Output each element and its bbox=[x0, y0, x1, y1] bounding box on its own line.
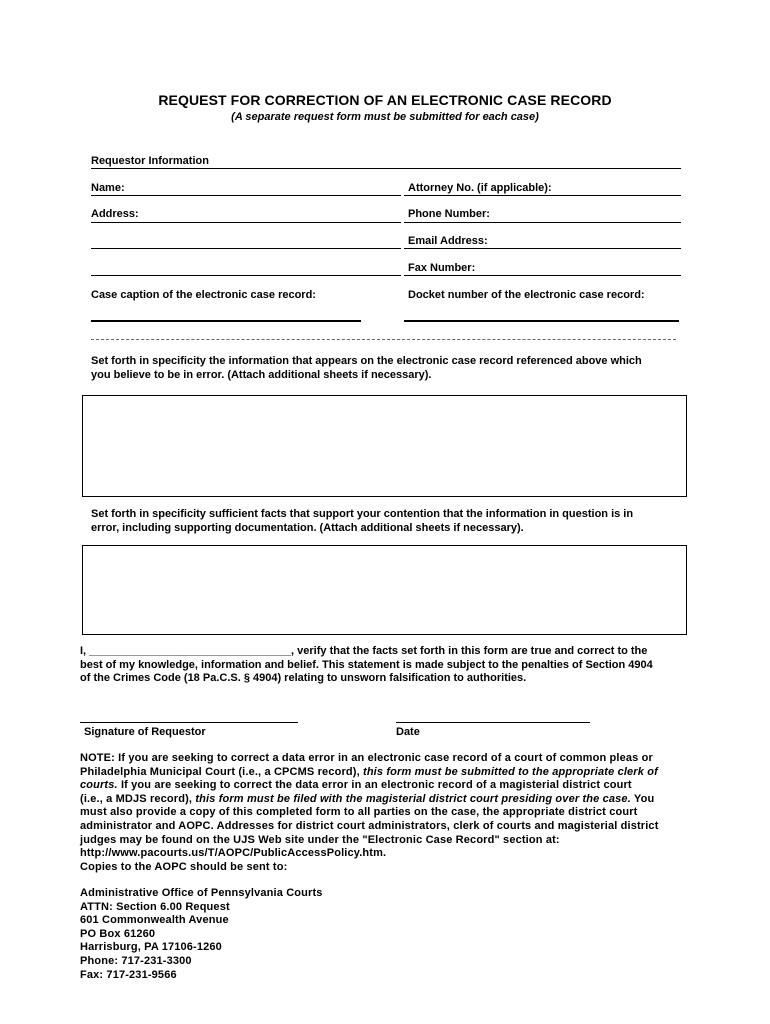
form-title: REQUEST FOR CORRECTION OF AN ELECTRONIC CASE RECORD bbox=[158, 92, 612, 108]
note-line-3-text: If you are seeking to correct the data error in an electronic record of a magisterial district court bbox=[117, 779, 632, 792]
note-line-4-tail: You bbox=[630, 792, 655, 805]
attorney-label: Attorney No. (if applicable): bbox=[408, 182, 552, 194]
error-instructions-line-2: you believe to be in error. (Attach additional sheets if necessary). bbox=[91, 368, 432, 381]
case-caption-label: Case caption of the electronic case record: bbox=[91, 289, 316, 301]
docket-number-field[interactable] bbox=[404, 320, 679, 322]
address-field-line-2[interactable] bbox=[91, 248, 401, 249]
error-description-box[interactable] bbox=[82, 395, 687, 497]
requestor-section-label: Requestor Information bbox=[91, 155, 209, 167]
email-field[interactable] bbox=[404, 248, 681, 249]
note-line-7: judges may be found on the UJS Web site under the "Electronic Case Record" section at: bbox=[80, 833, 560, 846]
note-line-8-url[interactable]: http://www.pacourts.us/T/AOPC/PublicAccessPolicy.htm. bbox=[80, 847, 387, 860]
verification-statement bbox=[80, 645, 653, 686]
verification-line-2: best of my knowledge, information and belief. This statement is made subject to the penalties of Section 4904 bbox=[80, 658, 653, 671]
address-field-line-3[interactable] bbox=[91, 275, 401, 276]
address-line: PO Box 61260 bbox=[80, 927, 156, 940]
facts-instructions bbox=[91, 508, 633, 535]
note-line-4-emphasis: this form must be filed with the magisterial district court presiding over the case. bbox=[195, 792, 631, 805]
aopc-address-block bbox=[80, 887, 323, 982]
note-line-3 bbox=[80, 779, 659, 793]
note-line-2-emphasis: this form must be submitted to the appropriate clerk of bbox=[363, 765, 658, 778]
subtitle-open: ( bbox=[231, 111, 235, 123]
address-line: Administrative Office of Pennsylvania Courts bbox=[80, 887, 323, 899]
note-line-2-text: Philadelphia Municipal Court (i.e., a CPCMS record), bbox=[80, 765, 363, 778]
note-line-2 bbox=[80, 766, 659, 780]
note-line-1: NOTE: If you are seeking to correct a data error in an electronic case record of a court of common pleas or bbox=[80, 752, 653, 764]
form-subtitle bbox=[0, 111, 770, 123]
docket-number-label: Docket number of the electronic case record: bbox=[408, 289, 645, 301]
note-line-3-emphasis: courts. bbox=[80, 779, 118, 792]
address-field-line-1[interactable] bbox=[91, 222, 401, 223]
verification-line-3: of the Crimes Code (18 Pa.C.S. § 4904) relating to unsworn falsification to authorities. bbox=[80, 672, 527, 685]
phone-field[interactable] bbox=[404, 222, 681, 223]
section-divider bbox=[91, 339, 676, 340]
case-caption-field[interactable] bbox=[91, 320, 361, 322]
facts-instructions-line-1: Set forth in specificity sufficient facts that support your contention that the information in question is in bbox=[91, 508, 634, 520]
address-label: Address: bbox=[91, 208, 139, 220]
verification-line-1: I, _________________________________, verify that the facts set forth in this form are true and correct to the bbox=[80, 645, 648, 657]
note-paragraph bbox=[80, 752, 659, 874]
email-label: Email Address: bbox=[408, 235, 488, 247]
date-label: Date bbox=[396, 726, 420, 738]
address-line: Fax: 717-231-9566 bbox=[80, 968, 177, 981]
signature-line[interactable] bbox=[80, 722, 298, 723]
error-instructions bbox=[91, 355, 642, 382]
note-line-4 bbox=[80, 793, 659, 807]
phone-label: Phone Number: bbox=[408, 208, 490, 220]
subtitle-close: ) bbox=[535, 111, 539, 123]
address-line: ATTN: Section 6.00 Request bbox=[80, 900, 230, 913]
note-line-6: administrator and AOPC. Addresses for district court administrators, clerk of courts and magisterial district bbox=[80, 819, 659, 832]
address-line: Harrisburg, PA 17106-1260 bbox=[80, 941, 222, 954]
fax-field[interactable] bbox=[404, 275, 681, 276]
note-line-4-text: (i.e., a MDJS record), bbox=[80, 792, 196, 805]
note-line-9: Copies to the AOPC should be sent to: bbox=[80, 860, 288, 873]
name-field[interactable] bbox=[91, 195, 401, 196]
signature-label: Signature of Requestor bbox=[84, 726, 206, 738]
name-label: Name: bbox=[91, 182, 125, 194]
requestor-section-rule bbox=[91, 168, 681, 169]
subtitle-text: A separate request form must be submitted for each case bbox=[234, 111, 536, 123]
address-line: Phone: 717-231-3300 bbox=[80, 954, 192, 967]
error-instructions-line-1: Set forth in specificity the information that appears on the electronic case record referenced above which bbox=[91, 355, 642, 367]
date-line[interactable] bbox=[396, 722, 590, 723]
facts-instructions-line-2: error, including supporting documentation. (Attach additional sheets if necessary). bbox=[91, 521, 524, 534]
note-line-5: must also provide a copy of this completed form to all parties on the case, the appropriate district court bbox=[80, 806, 638, 819]
address-line: 601 Commonwealth Avenue bbox=[80, 914, 229, 927]
attorney-field[interactable] bbox=[404, 195, 681, 196]
fax-label: Fax Number: bbox=[408, 262, 476, 274]
facts-description-box[interactable] bbox=[82, 545, 687, 635]
